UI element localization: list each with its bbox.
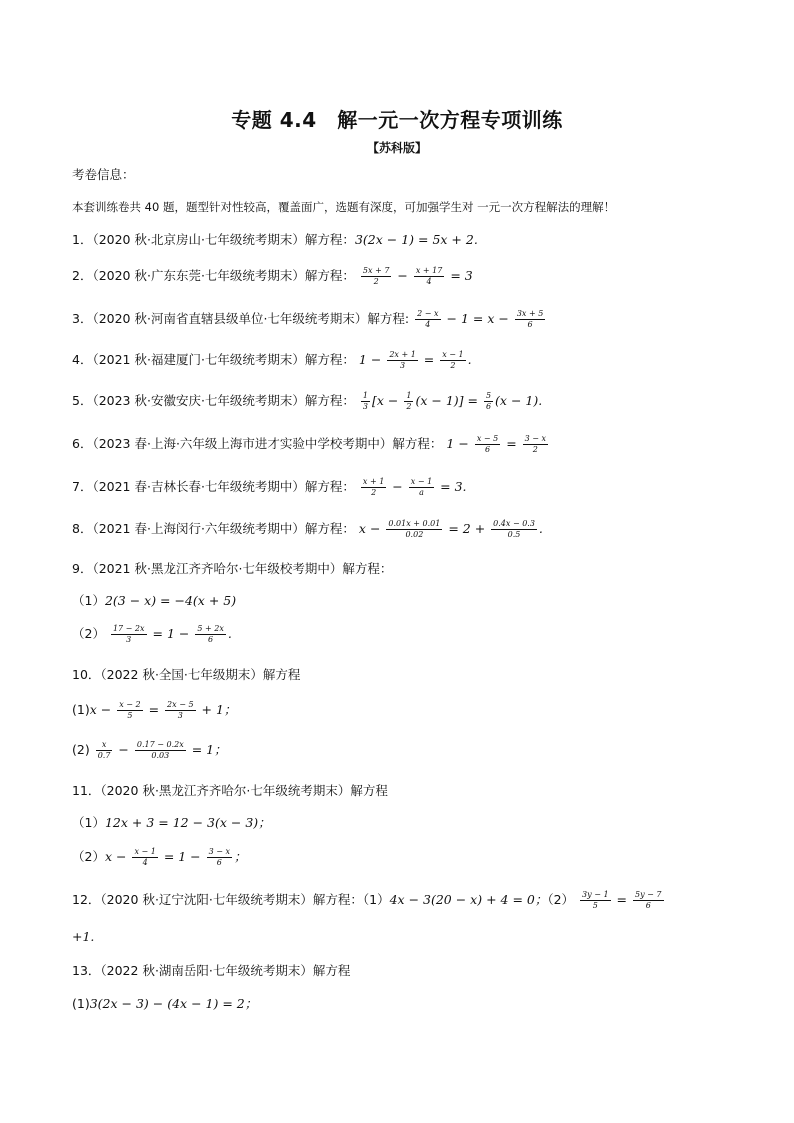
fraction: $\frac{1}{3}$ xyxy=(362,391,369,411)
question-12 xyxy=(72,890,666,911)
equation-prefix: x − xyxy=(104,849,127,864)
part-label: (1) xyxy=(72,996,90,1011)
part-label: （1） xyxy=(362,892,390,907)
operator: − xyxy=(397,268,408,283)
equation-end: + 1； xyxy=(201,702,237,717)
question-2 xyxy=(72,266,473,287)
equals-sign: = xyxy=(616,892,628,907)
question-source: （2020 秋·北京房山·七年级统考期末）解方程： xyxy=(92,232,355,247)
fraction: $\frac{3y - 1}{5}$ xyxy=(582,890,609,910)
equation: 4x − 3(20 − x) + 4 = 0； xyxy=(389,892,548,907)
question-number: 9． xyxy=(72,561,93,576)
question-number: 8． xyxy=(72,521,93,536)
equation-prefix: 1 − xyxy=(446,436,469,451)
question-1 xyxy=(72,230,478,248)
question-number: 1． xyxy=(72,232,93,247)
fraction: $\frac{3 - x}{6}$ xyxy=(208,847,231,867)
fraction: $\frac{x - 1}{4}$ xyxy=(134,847,156,867)
question-number: 13． xyxy=(72,963,101,978)
question-number: 12． xyxy=(72,892,101,907)
question-number: 11． xyxy=(72,783,101,798)
question-3 xyxy=(72,309,547,330)
equation-end: +1. xyxy=(72,929,95,944)
question-5 xyxy=(72,391,542,412)
question-source: （2020 秋·辽宁沈阳·七年级统考期末）解方程： xyxy=(100,892,363,907)
fraction: $\frac{5x + 7}{2}$ xyxy=(362,266,390,286)
equation-end: . xyxy=(467,352,472,367)
fraction: $\frac{x + 17}{4}$ xyxy=(415,266,443,286)
equals-sign: = xyxy=(148,702,160,717)
fraction: $\frac{17 - 2x}{3}$ xyxy=(112,624,145,644)
question-number: 10． xyxy=(72,667,101,682)
equation-rhs: = 3 xyxy=(450,268,473,283)
page-title: 专题 4.4 解一元一次方程专项训练 xyxy=(231,108,563,132)
fraction: $\frac{0.17 - 0.2x}{0.03}$ xyxy=(136,740,184,760)
fraction: $\frac{x - 5}{6}$ xyxy=(476,434,499,454)
question-10 xyxy=(72,665,300,683)
question-12-continuation xyxy=(72,929,94,944)
equation-end: . xyxy=(227,626,232,641)
equation-prefix: x − xyxy=(89,702,112,717)
question-source: （2020 秋·河南省直辖县级单位·七年级统考期末）解方程: xyxy=(92,311,410,326)
equation-part: (x − 1). xyxy=(495,393,543,408)
question-source: （2022 秋·湖南岳阳·七年级统考期末）解方程 xyxy=(100,963,351,978)
fraction: $\frac{5}{6}$ xyxy=(485,391,492,411)
question-11-part-1 xyxy=(72,813,271,831)
fraction: $\frac{0.01x + 0.01}{0.02}$ xyxy=(388,519,441,539)
part-label: (1) xyxy=(72,702,90,717)
equation-end: . xyxy=(538,521,543,536)
operator: − xyxy=(118,742,129,757)
equation: 3(2x − 1) = 5x + 2. xyxy=(354,232,478,247)
question-7 xyxy=(72,477,467,498)
equals-sign: = xyxy=(423,352,435,367)
fraction: $\frac{2 - x}{4}$ xyxy=(417,309,439,329)
equals-sign: = xyxy=(506,436,517,451)
equation-rhs: = 3. xyxy=(440,479,467,494)
fraction: $\frac{3x + 5}{6}$ xyxy=(516,309,544,329)
equation-prefix: 1 − xyxy=(358,352,382,367)
fraction: $\frac{2x + 1}{3}$ xyxy=(389,350,416,370)
question-11 xyxy=(72,781,388,799)
question-source: （2021 春·吉林长春·七年级统考期中）解方程： xyxy=(92,479,355,494)
part-label: （1） xyxy=(72,593,105,608)
info-text: 本套训练卷共 40 题，题型针对性较高，覆盖面广，选题有深度，可加强学生对 一元一次方程解法的理解！ xyxy=(72,200,616,214)
equation-middle: − 1 = x − xyxy=(446,311,509,326)
equation: 3(2x − 3) − (4x − 1) = 2； xyxy=(89,996,258,1011)
question-source: （2021 秋·黑龙江齐齐哈尔·七年级校考期中）解方程： xyxy=(92,561,393,576)
page-subtitle: 【苏科版】 xyxy=(366,141,427,155)
question-10-part-1 xyxy=(72,700,236,721)
equation-part: [x − xyxy=(372,393,399,408)
equation-middle: = 2 + xyxy=(448,521,486,536)
part-label: （1） xyxy=(72,815,105,830)
equation-part: (x − 1)] = xyxy=(415,393,478,408)
question-source: （2023 春·上海·六年级上海市进才实验中学校考期中）解方程： xyxy=(92,436,443,451)
part-label: （2） xyxy=(72,626,105,641)
question-source: （2021 春·上海闵行·六年级统考期中）解方程： xyxy=(92,521,355,536)
question-4 xyxy=(72,350,472,371)
fraction: $\frac{1}{2}$ xyxy=(406,391,412,411)
question-10-part-2 xyxy=(72,740,227,761)
equation-end: = 1； xyxy=(191,742,227,757)
question-9-part-1 xyxy=(72,591,236,609)
question-source: （2022 秋·全国·七年级期末）解方程 xyxy=(100,667,301,682)
fraction: $\frac{5y - 7}{6}$ xyxy=(635,890,662,910)
fraction: $\frac{0.4x - 0.3}{0.5}$ xyxy=(493,519,535,539)
fraction: $\frac{2x - 5}{3}$ xyxy=(167,700,194,720)
info-label: 考卷信息： xyxy=(72,167,135,182)
question-number: 2． xyxy=(72,268,93,283)
question-number: 3． xyxy=(72,311,93,326)
part-label: （2） xyxy=(547,892,575,907)
question-9-part-2 xyxy=(72,624,232,645)
fraction: $\frac{x - 1}{2}$ xyxy=(442,350,464,370)
question-number: 7． xyxy=(72,479,93,494)
fraction: $\frac{x - 1}{a}$ xyxy=(410,477,433,497)
equation-end: ； xyxy=(234,849,247,864)
operator: − xyxy=(392,479,403,494)
question-source: （2020 秋·黑龙江齐齐哈尔·七年级统考期末）解方程 xyxy=(100,783,388,798)
question-number: 6． xyxy=(72,436,93,451)
question-6 xyxy=(72,434,550,455)
question-number: 4． xyxy=(72,352,93,367)
equation: 2(3 − x) = −4(x + 5) xyxy=(104,593,237,608)
part-label: （2） xyxy=(72,849,105,864)
part-label: (2) xyxy=(72,742,90,757)
question-13-part-1 xyxy=(72,994,257,1012)
equation-middle: = 1 − xyxy=(163,849,201,864)
fraction: $\frac{x}{0.7}$ xyxy=(97,740,111,760)
question-11-part-2 xyxy=(72,847,247,868)
equation: 12x + 3 = 12 − 3(x − 3)； xyxy=(104,815,271,830)
question-9 xyxy=(72,559,392,577)
fraction: $\frac{x + 1}{2}$ xyxy=(362,477,385,497)
question-source: （2021 秋·福建厦门·七年级统考期末）解方程： xyxy=(92,352,355,367)
question-number: 5． xyxy=(72,393,93,408)
question-source: （2020 秋·广东东莞·七年级统考期末）解方程： xyxy=(92,268,355,283)
fraction: $\frac{x - 2}{5}$ xyxy=(119,700,141,720)
question-8 xyxy=(72,519,543,540)
equation-middle: = 1 − xyxy=(152,626,190,641)
question-source: （2023 秋·安徽安庆·七年级统考期末）解方程： xyxy=(92,393,355,408)
fraction: $\frac{5 + 2x}{6}$ xyxy=(197,624,224,644)
equation-prefix: x − xyxy=(358,521,381,536)
question-13 xyxy=(72,961,350,979)
fraction: $\frac{3 - x}{2}$ xyxy=(524,434,547,454)
